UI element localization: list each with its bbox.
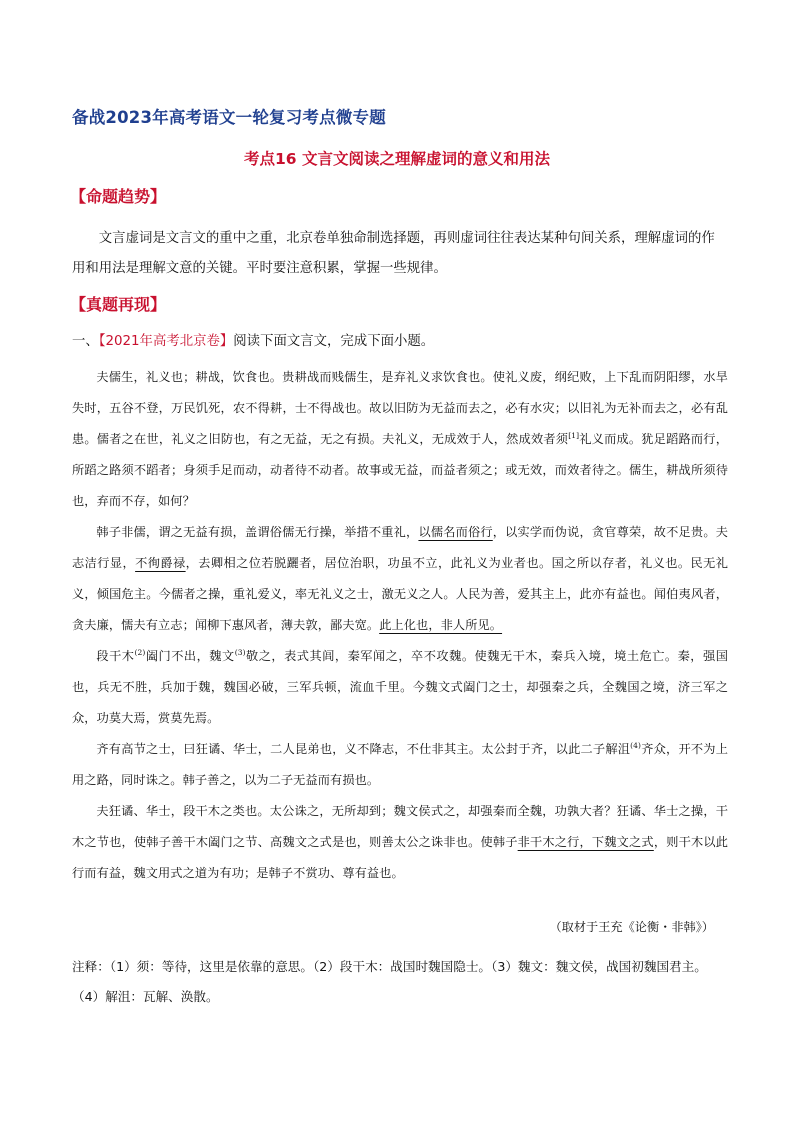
passage-paragraph-4 xyxy=(72,734,728,796)
question-source: 【2021年高考北京卷】 xyxy=(98,334,234,349)
citation: （取材于王充《论衡・非韩》） xyxy=(549,920,714,934)
question-line xyxy=(72,330,434,349)
passage-text: 韩子非儒，谓之无益有损，盖谓俗儒无行操，举措不重礼， xyxy=(96,525,419,539)
underlined-phrase: 以儒名而俗行 xyxy=(418,525,493,539)
footnote-marker: (3) xyxy=(234,647,246,657)
passage-text: 夫狂谲、华士，段干木之类也。太公诛之，无所却到；魏文侯式之，却强秦而全魏，功孰大者？狂谲、华士之操，干木之节也，使韩子善干木阖门之节、高魏文之式是也，则善太公之诛非也。使韩子 xyxy=(72,804,728,849)
series-title: 备战2023年高考语文一轮复习考点微专题 xyxy=(72,108,386,127)
passage-text: 礼义而成。犹足蹈路而行，所蹈之路须不蹈者；身须手足而动，动者待不动者。故事或无益，而益者须之；或无效，而效者待之。儒生，耕战所须待也，弃而不存，如何？ xyxy=(72,432,729,508)
passage-text: 段干木 xyxy=(96,649,135,663)
passage-text: 敬之，表式其闾，秦军闻之，卒不攻魏。使魏无干木，秦兵入境，境土危亡。秦，强国也，兵无不胜，兵加于魏，魏国必破，三军兵顿，流血千里。今魏文式阖门之士，却强秦之兵，全魏国之境，济三军之众，功莫大焉，赏莫先焉。 xyxy=(72,649,728,725)
passage-text: ，以实学而伪说，贪官尊荣，故不足贵。夫志洁行显， xyxy=(72,525,728,570)
question-instruction: 阅读下面文言文，完成下面小题。 xyxy=(233,334,435,349)
underlined-phrase: 此上化也，非人所见。 xyxy=(379,618,503,632)
footnote-marker: (2) xyxy=(134,647,146,657)
passage-paragraph-5 xyxy=(72,796,728,889)
underlined-phrase: 非干木之行，下魏文之式 xyxy=(517,835,654,849)
real-exam-heading: 【真题再现】 xyxy=(70,295,167,314)
annotations: 注释：（1）须：等待，这里是依靠的意思。（2）段干木：战国时魏国隐士。（3）魏文：魏文侯，战国初魏国君主。（4）解沮：瓦解、涣散。 xyxy=(72,959,707,1004)
topic-title: 考点16 文言文阅读之理解虚词的意义和用法 xyxy=(244,150,550,168)
footnote-marker: [1] xyxy=(568,430,580,440)
trend-text: 文言虚词是文言文的重中之重，北京卷单独命制选择题，再则虚词往往表达某种句间关系，理解虚词的作用和用法是理解文意的关键。平时要注意积累，掌握一些规律。 xyxy=(72,231,715,276)
footnote-marker: (4) xyxy=(630,740,642,750)
passage-text: 夫儒生，礼义也；耕战，饮食也。贵耕战而贱儒生，是弃礼义求饮食也。使礼义废，纲纪败，上下乱而阴阳缪，水旱失时，五谷不登，万民饥死，农不得耕，士不得战也。故以旧防为无益而去之，必有水灾；以旧礼为无补而去之，必有乱患。儒者之在世，礼义之旧防也，有之无益，无之有损。夫礼义，无成效于人，然成效者须 xyxy=(72,370,728,446)
passage-text: 齐众，开不为上用之路，同时诛之。韩子善之，以为二子无益而有损也。 xyxy=(72,742,728,787)
trend-heading: 【命题趋势】 xyxy=(70,187,167,206)
passage-text: ，去卿相之位若脱躧者，居位治职，功虽不立，此礼义为业者也。国之所以存者，礼义也。民无礼义，倾国危主。今儒者之操，重礼爱义，率无礼义之士，激无义之人。人民为善，爱其主上，此亦有益也。闻伯夷风者，贪夫廉，懦夫有立志；闻柳下惠风者，薄夫敦，鄙夫宽。 xyxy=(72,556,728,632)
underlined-phrase: 不徇爵禄 xyxy=(135,556,186,570)
passage-paragraph-1 xyxy=(72,362,728,517)
passage-paragraph-2 xyxy=(72,517,728,641)
passage-text: 阖门不出，魏文 xyxy=(145,649,235,663)
passage-text: ，则干木以此行而有益，魏文用式之道为有功；是韩子不赏功、尊有益也。 xyxy=(72,835,728,880)
passage-text: 齐有高节之士，曰狂谲、华士，二人昆弟也，义不降志，不仕非其主。太公封于齐，以此二子解沮 xyxy=(96,742,631,756)
question-number: 一、 xyxy=(72,334,99,349)
passage-paragraph-3 xyxy=(72,641,728,734)
classical-passage xyxy=(72,362,728,889)
